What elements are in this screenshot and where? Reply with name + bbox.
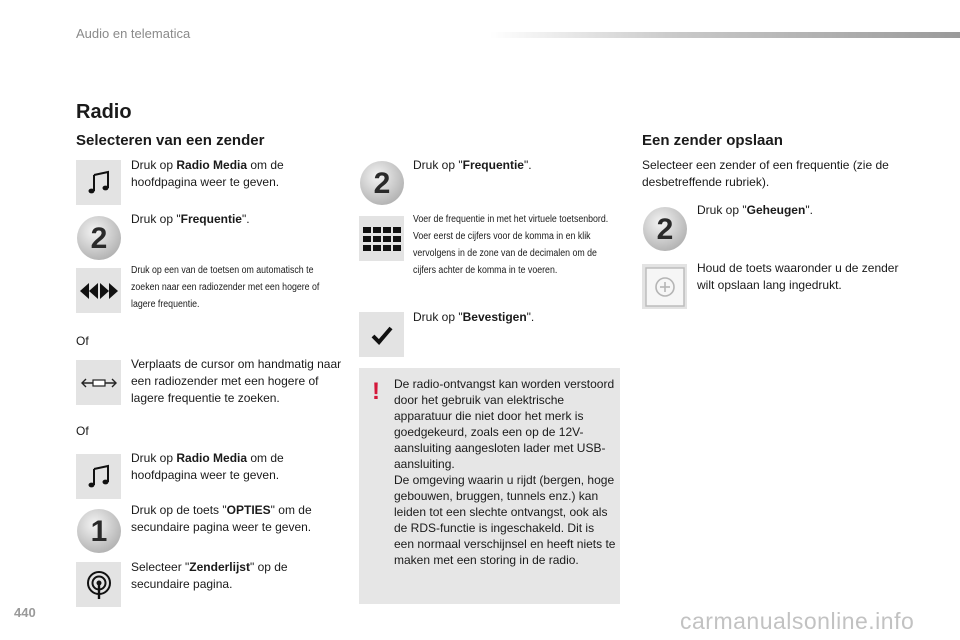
step-radio-media-2: Druk op Radio Media om de hoofdpagina weer te geven. bbox=[131, 451, 284, 482]
right-heading: Een zender opslaan bbox=[642, 132, 783, 149]
page-number: 440 bbox=[14, 605, 36, 620]
keypad-icon bbox=[359, 216, 404, 261]
or-separator-2: Of bbox=[76, 424, 89, 438]
svg-text:1: 1 bbox=[90, 515, 108, 548]
number-2-icon bbox=[76, 215, 122, 261]
step-options: Druk op de toets "OPTIES" om de secundaire pagina weer te geven. bbox=[131, 503, 312, 534]
or-separator-1: Of bbox=[76, 334, 89, 348]
step-frequentie-mid: Druk op "Frequentie". bbox=[413, 158, 532, 172]
watermark: carmanualsonline.info bbox=[680, 608, 915, 634]
page-title: Radio bbox=[76, 101, 132, 123]
number-2-icon bbox=[642, 206, 688, 252]
step-hold-preset: Houd de toets waaronder u de zender wilt opslaan lang ingedrukt. bbox=[697, 261, 899, 292]
step-seek-auto: Druk op een van de toetsen om automatisch te zoeken naar een radiozender met een hogere of lagere frequentie. bbox=[131, 265, 320, 310]
step-bevestigen: Druk op "Bevestigen". bbox=[413, 310, 535, 324]
number-1-icon bbox=[76, 508, 122, 554]
warning-text: De radio-ontvangst kan worden verstoord door het gebruik van elektrische apparatuur die niet door het merk is goedgekeurd, zoals een op de 12V-aansluiting aangesloten lader met USB-aansluiting. De omgeving waarin u rijdt (bergen, hoge gebouwen, bruggen, tunnels enz.) kan leiden tot een slechte ontvangst, ook als de RDS-functie is ingeschakeld. Dit is een normaal verschijnsel en heeft niets te maken met een storing in de radio. bbox=[394, 377, 616, 567]
step-manual-tune: Verplaats de cursor om handmatig naar een radiozender met een hogere of lagere frequentie te zoeken. bbox=[131, 357, 342, 405]
step-virtual-keyboard: Voer de frequentie in met het virtuele toetsenbord. Voer eerst de cijfers voor de komma in en klik vervolgens in de zone van de decimalen om de cijfers achter de komma in te voeren. bbox=[413, 214, 609, 276]
header-section: Audio en telematica bbox=[76, 26, 191, 41]
left-heading: Selecteren van een zender bbox=[76, 132, 265, 149]
svg-text:2: 2 bbox=[373, 167, 391, 200]
seek-arrows-icon bbox=[76, 268, 121, 313]
step-zenderlijst: Selecteer "Zenderlijst" op de secundaire pagina. bbox=[131, 560, 288, 591]
manual-tune-slider-icon bbox=[76, 360, 121, 405]
step-geheugen: Druk op "Geheugen". bbox=[697, 203, 813, 217]
radio-broadcast-icon bbox=[76, 562, 121, 607]
music-note-icon bbox=[76, 160, 121, 205]
step-radio-media: Druk op Radio Media om de hoofdpagina weer te geven. bbox=[131, 158, 284, 189]
music-note-icon bbox=[76, 454, 121, 499]
svg-text:2: 2 bbox=[656, 213, 674, 246]
warning-icon: ! bbox=[372, 378, 380, 405]
checkmark-icon bbox=[359, 312, 404, 357]
svg-text:2: 2 bbox=[90, 222, 108, 255]
step-frequentie: Druk op "Frequentie". bbox=[131, 212, 250, 226]
step-select-station: Selecteer een zender of een frequentie (zie de desbetreffende rubriek). bbox=[642, 158, 889, 189]
number-2-icon bbox=[359, 160, 405, 206]
header-bar bbox=[490, 32, 960, 38]
preset-slot-icon bbox=[642, 264, 687, 309]
